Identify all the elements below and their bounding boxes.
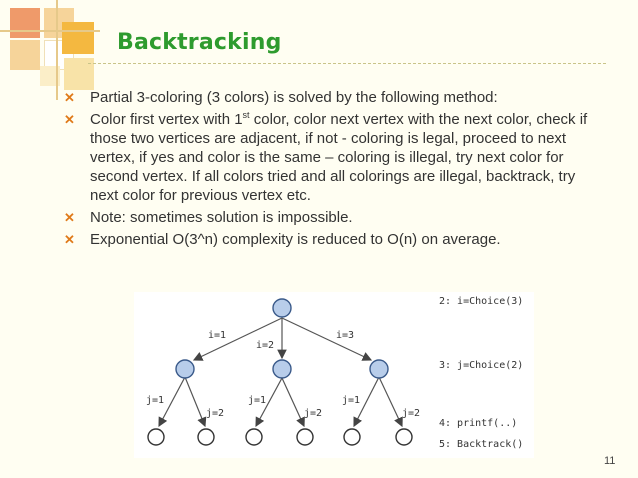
- edge-label: j=1: [146, 395, 165, 406]
- edge-label: j=2: [206, 408, 225, 419]
- tree-leaf: [344, 429, 360, 445]
- edge-label: i=2: [256, 340, 275, 351]
- bullet-list: [64, 88, 604, 252]
- code-line: 5: Backtrack(): [439, 439, 524, 450]
- search-tree-diagram: [134, 292, 534, 458]
- deco-square: [10, 8, 40, 38]
- tree-leaf: [198, 429, 214, 445]
- edge-label: j=1: [248, 395, 267, 406]
- page-number: 11: [604, 455, 616, 467]
- deco-square: [10, 40, 40, 70]
- bullet-x-icon: ✕: [64, 90, 75, 105]
- bullet-item: ✕ Color first vertex with 1st color, color next vertex with the next color, check if those two vertices are adjacent, if not - coloring is legal, proceed to next vertex, if yes and color is the same – coloring is illegal, try next color for second vertex. If all colors tried and all colorings are illegal, backtrack, try next color for previous vertex etc.: [64, 110, 588, 204]
- tree-edge: [282, 318, 371, 360]
- code-line: 3: j=Choice(2): [439, 360, 524, 371]
- edge-label: i=1: [208, 330, 227, 341]
- tree-node-root: [273, 299, 291, 317]
- tree-edge: [379, 377, 402, 426]
- search-tree-figure: [134, 292, 534, 458]
- deco-line-horizontal: [0, 30, 100, 32]
- tree-leaf: [246, 429, 262, 445]
- deco-square: [62, 22, 94, 54]
- title-divider: [88, 63, 606, 64]
- bullet-item: ✕ Partial 3-coloring (3 colors) is solved by the following method:: [64, 89, 498, 106]
- tree-edge: [282, 378, 304, 426]
- edge-label: j=1: [342, 395, 361, 406]
- edge-label: j=2: [402, 408, 421, 419]
- tree-leaf: [396, 429, 412, 445]
- tree-node: [370, 360, 388, 378]
- bullet-x-icon: ✕: [64, 112, 75, 127]
- code-line: 4: printf(..): [439, 418, 518, 429]
- tree-leaf: [297, 429, 313, 445]
- bullet-x-icon: ✕: [64, 232, 75, 247]
- tree-node: [176, 360, 194, 378]
- bullet-item: ✕ Note: sometimes solution is impossible.: [64, 209, 353, 226]
- tree-node: [273, 360, 291, 378]
- deco-line-vertical: [56, 0, 58, 100]
- edge-label: j=2: [304, 408, 323, 419]
- slide-title: Backtracking: [117, 30, 282, 55]
- code-line: 2: i=Choice(3): [439, 296, 524, 307]
- bullet-item: ✕ Exponential O(3^n) complexity is reduced to O(n) on average.: [64, 231, 501, 248]
- tree-edge: [185, 377, 205, 426]
- bullet-x-icon: ✕: [64, 210, 75, 225]
- tree-leaf: [148, 429, 164, 445]
- edge-label: i=3: [336, 330, 355, 341]
